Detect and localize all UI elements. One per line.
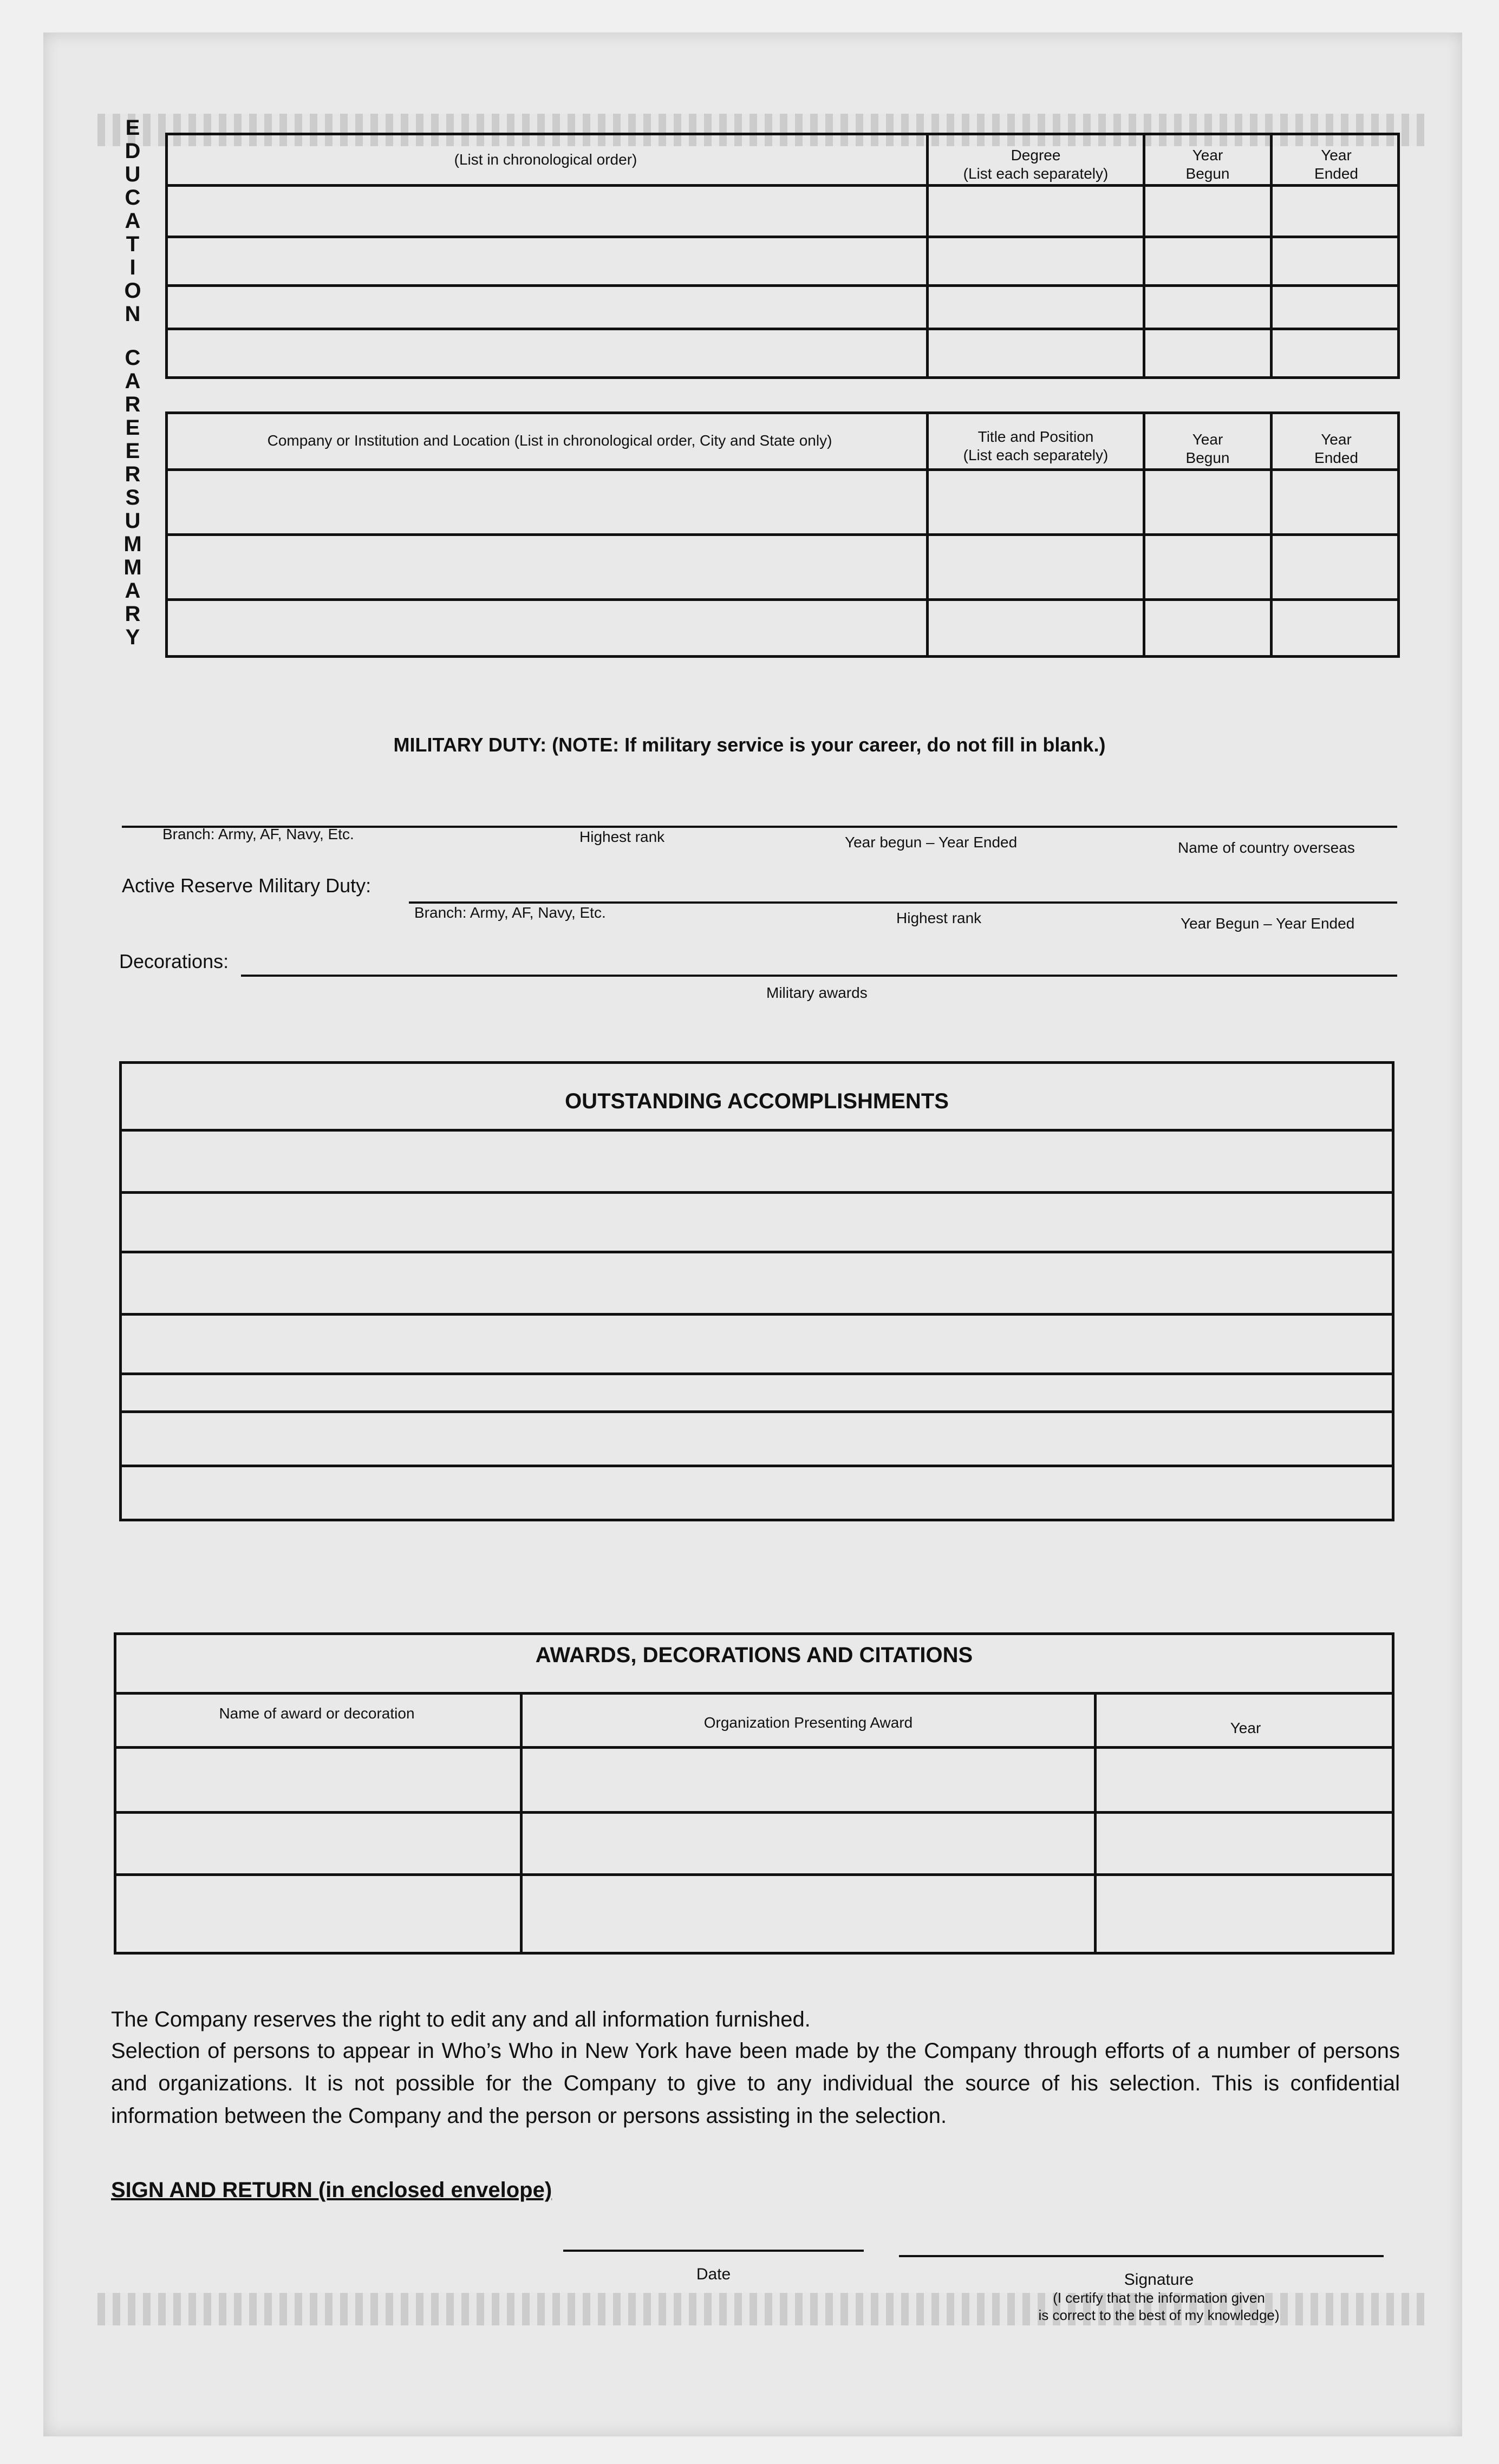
education-letter: E [125,116,140,140]
reserve-branch-caption: Branch: Army, AF, Navy, Etc. [414,904,606,921]
military-title: MILITARY DUTY: (NOTE: If military service is your career, do not fill in blank.) [393,734,1106,756]
active-reserve-label: Active Reserve Military Duty: [122,874,372,897]
career-header-title: Title and Position (List each separately) [963,428,1109,463]
reserve-rank-caption: Highest rank [896,910,982,926]
awards-header-organization: Organization Presenting Award [703,1714,913,1731]
education-letter: O [124,279,141,303]
education-side-label [119,116,146,326]
career_summary-letter: M [123,532,142,556]
education-letter: U [125,162,141,186]
awards-header-year: Year [1230,1720,1261,1736]
education-letter: T [126,232,140,256]
signature-caption: Signature [1124,2271,1194,2289]
education-letter: C [125,186,141,210]
career-header-year-begun: Year Begun [1185,431,1230,466]
education-header-institution: (List in chronological order) [454,151,637,168]
career_summary-letter: E [125,439,140,463]
education-header-degree: Degree (List each separately) [963,147,1109,182]
accomplishments-title: OUTSTANDING ACCOMPLISHMENTS [565,1089,949,1113]
education-letter: D [125,139,141,163]
decorations-label: Decorations: [119,950,229,972]
awards-header-name: Name of award or decoration [219,1705,415,1722]
education-header-year-begun: Year Begun [1185,147,1230,182]
career_summary-letter: R [125,602,141,626]
career_summary-letter: A [125,369,141,393]
military-country-caption: Name of country overseas [1178,839,1355,856]
education-letter: I [129,256,136,279]
decorations-caption: Military awards [766,984,868,1001]
career-header-year-ended: Year Ended [1314,431,1358,466]
active-reserve-line[interactable] [409,901,1397,904]
education-letter: N [125,302,141,326]
certify-caption: (I certify that the information given is correct to the best of my knowledge) [1038,2290,1280,2323]
education-letter: A [125,209,141,233]
military-branch-caption: Branch: Army, AF, Navy, Etc. [162,826,354,842]
selection-notice: Selection of persons to appear in Who’s Who in New York have been made by the Company through efforts of a number of persons and organizations. It is not possible for the Company to give to any individual the source of his selection. This is confidential information between the Company and the person or persons assisting in the selection. [111,2039,1400,2128]
reserve-years-caption: Year Begun – Year Ended [1181,915,1355,932]
career-summary-side-label [119,347,146,649]
date-caption: Date [696,2265,731,2283]
career_summary-letter: A [125,579,141,603]
career_summary-letter: C [125,346,141,370]
sign-and-return-instruction: SIGN AND RETURN (in enclosed envelope) [111,2178,552,2202]
career_summary-letter: E [125,416,140,440]
career_summary-letter: R [125,462,141,486]
military-years-caption: Year begun – Year Ended [845,834,1018,851]
date-line[interactable] [563,2250,864,2252]
military-rank-caption: Highest rank [579,828,665,845]
awards-title: AWARDS, DECORATIONS AND CITATIONS [535,1643,973,1667]
education-header-year-ended: Year Ended [1314,147,1358,182]
career_summary-letter: Y [125,625,140,649]
career-header-company: Company or Institution and Location (List in chronological order, City and State only) [267,432,832,449]
career_summary-letter: R [125,393,141,416]
career_summary-letter: M [123,555,142,579]
edit-rights-notice: The Company reserves the right to edit any and all information furnished. [111,2008,811,2031]
decorations-line[interactable] [241,975,1397,977]
career_summary-letter: S [125,486,140,509]
career_summary-letter: U [125,509,141,533]
signature-line[interactable] [899,2255,1384,2257]
